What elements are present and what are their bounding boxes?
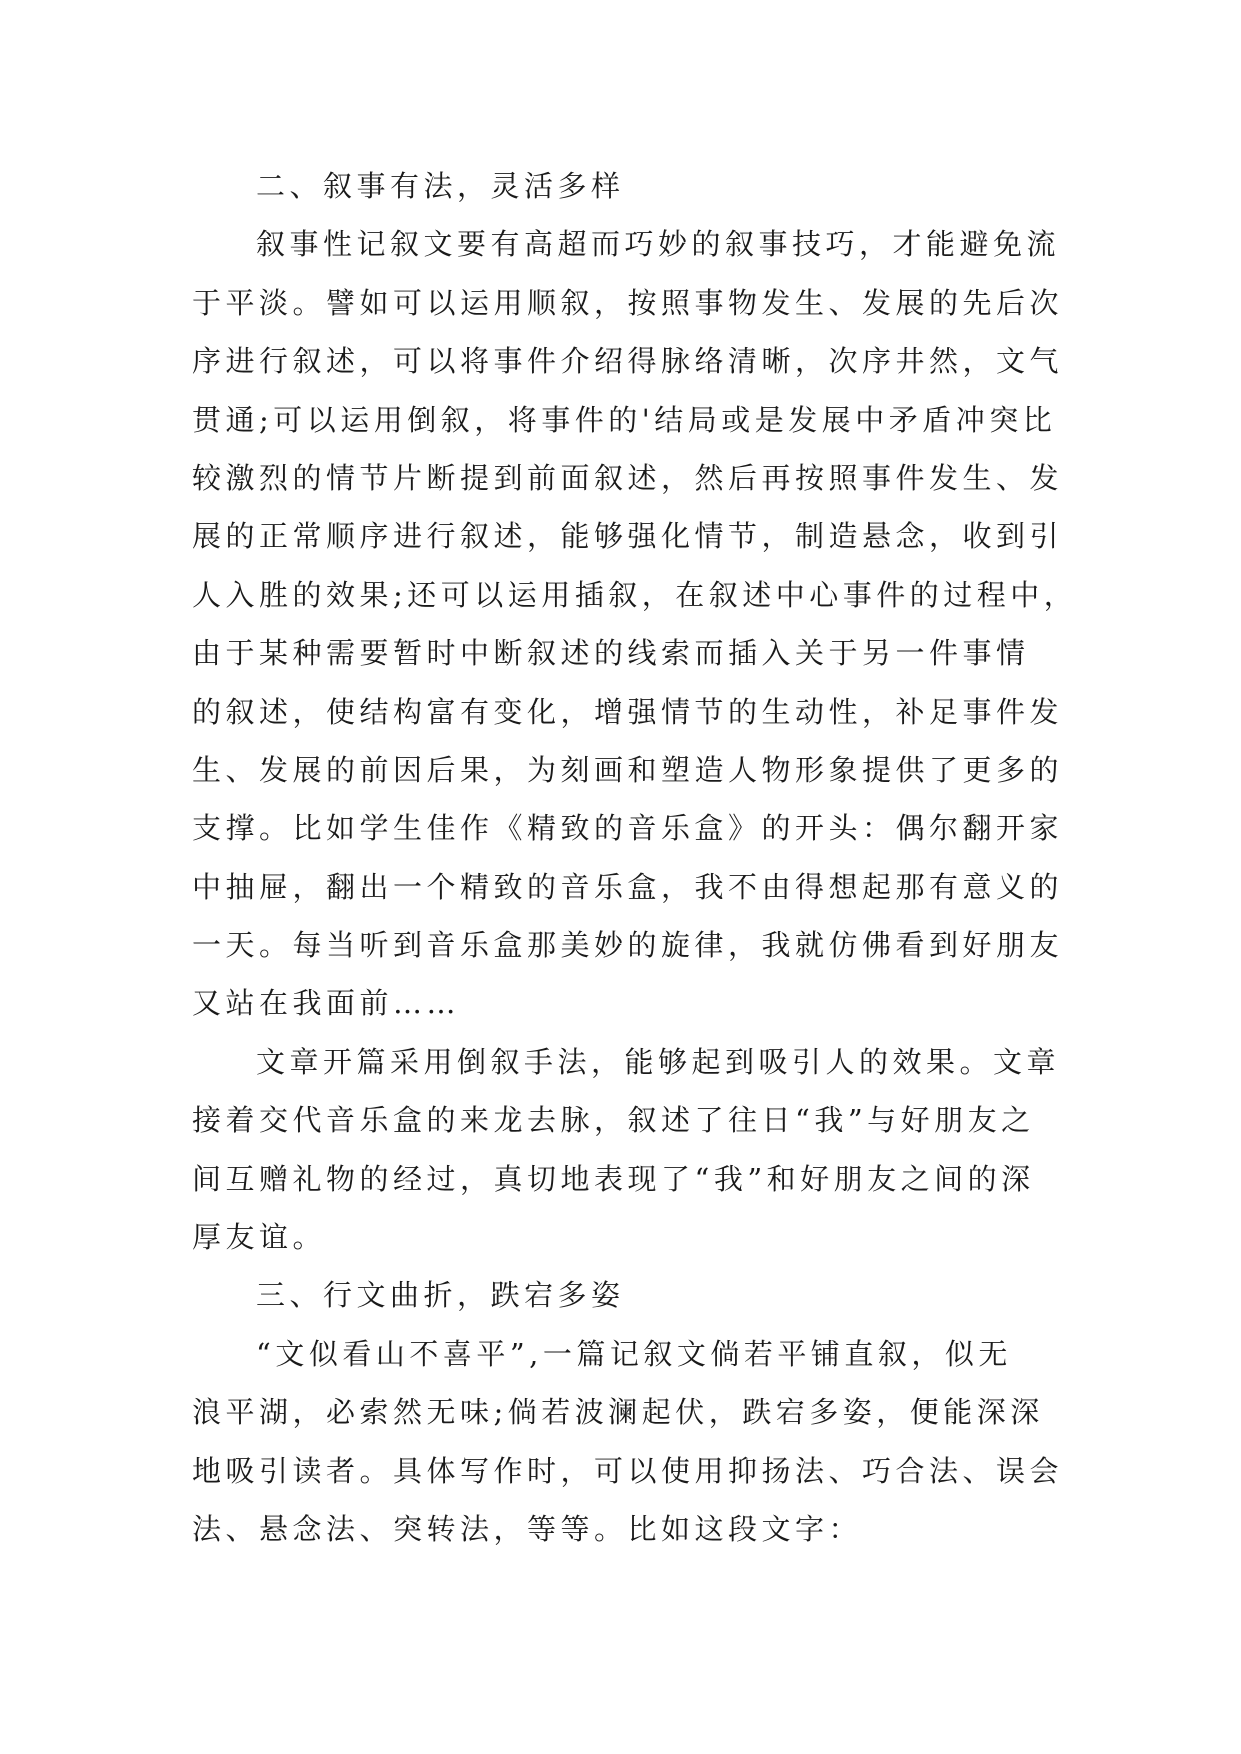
paragraph-line: 贯通;可以运用倒叙，将事件的'结局或是发展中矛盾冲突比 bbox=[192, 402, 1057, 437]
paragraph-line: 人入胜的效果;还可以运用插叙，在叙述中心事件的过程中， bbox=[192, 577, 1078, 612]
paragraph-line: 于平淡。譬如可以运用顺叙，按照事物发生、发展的先后次 bbox=[192, 285, 1064, 320]
paragraph-line: 接着交代音乐盒的来龙去脉，叙述了往日“我”与好朋友之 bbox=[192, 1103, 1035, 1138]
paragraph-line: 一天。每当听到音乐盒那美妙的旋律，我就仿佛看到好朋友 bbox=[192, 928, 1064, 963]
paragraph-line: 较激烈的情节片断提到前面叙述，然后再按照事件发生、发 bbox=[192, 460, 1064, 495]
paragraph bbox=[192, 1033, 1072, 1267]
document-body bbox=[192, 157, 1078, 1558]
paragraph-line: 展的正常顺序进行叙述，能够强化情节，制造悬念，收到引 bbox=[192, 519, 1064, 554]
paragraph-line: 生、发展的前因后果，为刻画和塑造人物形象提供了更多的 bbox=[192, 752, 1064, 787]
paragraph-line: 叙事性记叙文要有高超而巧妙的叙事技巧，才能避免流 bbox=[256, 227, 1061, 262]
paragraph-line: 又站在我面前…… bbox=[192, 986, 461, 1021]
paragraph bbox=[192, 215, 1078, 1032]
paragraph bbox=[192, 1325, 1072, 1559]
paragraph-line: 间互赠礼物的经过，真切地表现了“我”和好朋友之间的深 bbox=[192, 1161, 1035, 1196]
paragraph-line: 地吸引读者。具体写作时，可以使用抑扬法、巧合法、误会 bbox=[192, 1453, 1064, 1488]
paragraph-line: 由于某种需要暂时中断叙述的线索而插入关于另一件事情 bbox=[192, 636, 1030, 671]
paragraph-line: 序进行叙述，可以将事件介绍得脉络清晰，次序井然，文气 bbox=[192, 344, 1064, 379]
paragraph-line: 法、悬念法、突转法，等等。比如这段文字： bbox=[192, 1511, 863, 1546]
paragraph-line: 中抽屉，翻出一个精致的音乐盒，我不由得想起那有意义的 bbox=[192, 869, 1064, 904]
paragraph-line: 厚友谊。 bbox=[192, 1220, 327, 1255]
section-heading: 三、行文曲折，跌宕多姿 bbox=[256, 1278, 625, 1313]
paragraph-line: 的叙述，使结构富有变化，增强情节的生动性，补足事件发 bbox=[192, 694, 1064, 729]
paragraph-line: 浪平湖，必索然无味;倘若波澜起伏，跌宕多姿，便能深深 bbox=[192, 1395, 1044, 1430]
paragraph-line: 文章开篇采用倒叙手法，能够起到吸引人的效果。文章 bbox=[256, 1044, 1061, 1079]
paragraph-line: 支撑。比如学生佳作《精致的音乐盒》的开头：偶尔翻开家 bbox=[192, 811, 1064, 846]
paragraph-line: “文似看山不喜平”,一篇记叙文倘若平铺直叙，似无 bbox=[256, 1336, 1012, 1371]
section-heading: 二、叙事有法，灵活多样 bbox=[256, 169, 625, 203]
